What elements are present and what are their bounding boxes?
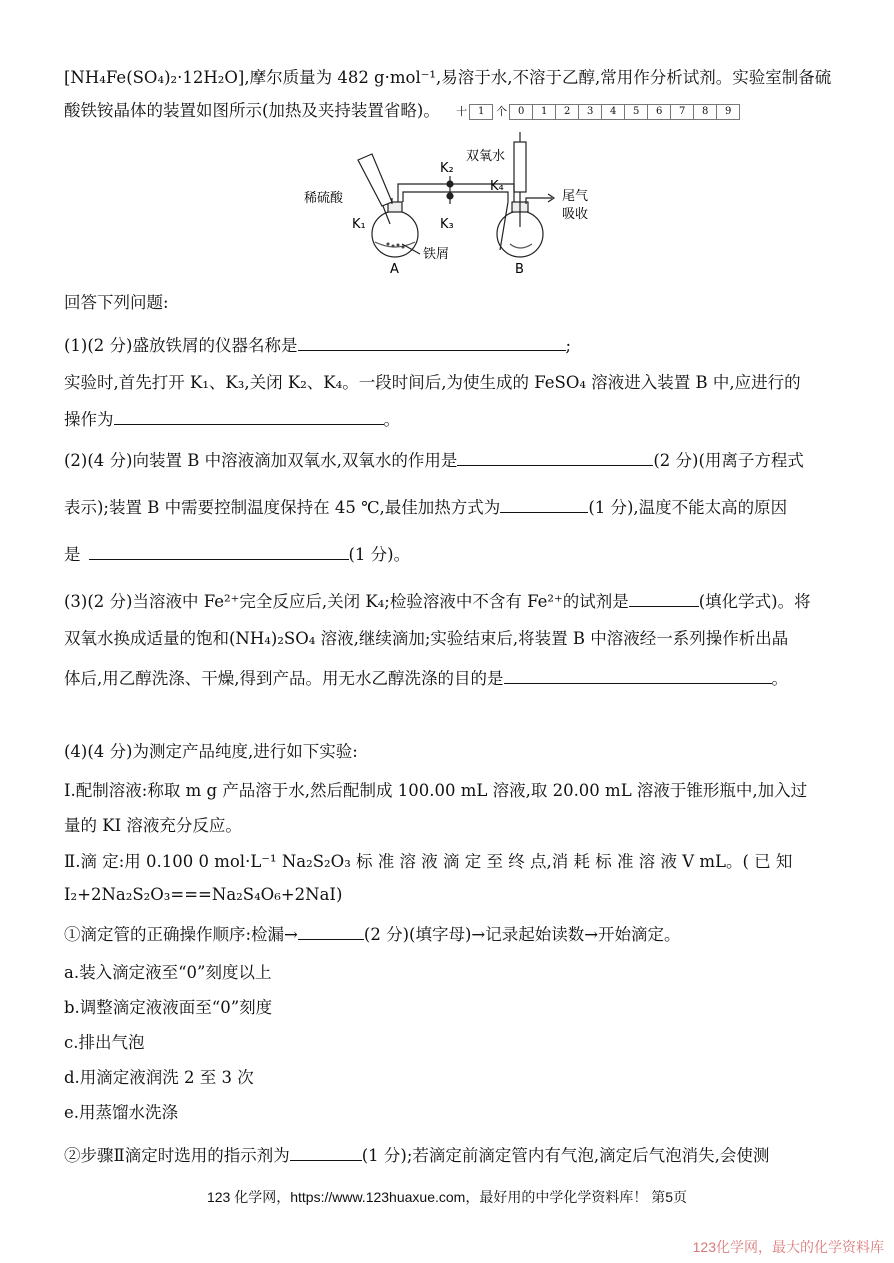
ruler-cell: 7	[670, 104, 694, 120]
q3-line-3	[64, 665, 832, 690]
label-a: A	[390, 262, 399, 277]
ruler-cell: 5	[624, 104, 648, 120]
intro-line-2	[64, 100, 832, 123]
q2-text-a: (2)(4 分)向装置 B 中溶液滴加双氧水,双氧水的作用是	[64, 451, 458, 470]
label-tail-gas-2: 吸收	[562, 207, 589, 222]
q1-op-text: 操作为	[64, 410, 114, 429]
q3-text-b: (填化学式)。将	[698, 592, 811, 611]
questions-intro: 回答下列问题:	[64, 293, 169, 312]
q4-c1-line	[64, 921, 832, 946]
intro-line-2-text: 酸铁铵晶体的装置如图所示(加热及夹持装置省略)。	[64, 101, 440, 120]
q4-step1-line-1: Ⅰ.配制溶液:称取 m g 产品溶于水,然后配制成 100.00 mL 溶液,取 20.00 mL 溶液于锥形瓶中,加入过	[64, 781, 808, 800]
q4-step2-line-2: I₂+2Na₂S₂O₃===Na₂S₄O₆+2NaI)	[64, 885, 343, 904]
answer-blank[interactable]	[89, 541, 349, 560]
q2-line-3	[64, 541, 832, 566]
ruler-cell: 1	[532, 104, 556, 120]
q4-step2-line-1: Ⅱ.滴 定:用 0.100 0 mol·L⁻¹ Na₂S₂O₃ 标 准 溶 液 滴 定 至 终 点,消 耗 标 准 溶 液 V mL。( 已 知	[64, 852, 793, 871]
q1-op-end: 。	[383, 410, 400, 429]
q2-text-e: 是	[64, 545, 81, 564]
page-footer: 123 化学网，https://www.123huaxue.com，最好用的中学化学资料库！ 第5页	[206, 1189, 688, 1205]
q2-text-c: 表示);装置 B 中需要控制温度保持在 45 ℃,最佳加热方式为	[64, 498, 501, 517]
ruler-unit: 个	[496, 104, 508, 118]
q2-text-d: (1 分),温度不能太高的原因	[588, 498, 788, 517]
ruler-cell: 1	[469, 104, 493, 120]
answer-blank[interactable]	[290, 1142, 362, 1161]
q4-c2-text-b: (1 分);若滴定前滴定管内有气泡,滴定后气泡消失,会使测	[361, 1146, 770, 1165]
q3-line-1	[64, 588, 832, 613]
q4-c2-line	[64, 1142, 832, 1167]
label-b: B	[515, 262, 524, 277]
q4-c1-text-a: ①滴定管的正确操作顺序:检漏→	[64, 925, 298, 944]
h2o2-funnel	[514, 142, 526, 192]
answer-blank[interactable]	[114, 406, 384, 425]
q2-line-1	[64, 447, 832, 472]
option-b: b.调整滴定液液面至“0”刻度	[64, 998, 273, 1017]
ruler-cell: 4	[601, 104, 625, 120]
q3-text-a: (3)(2 分)当溶液中 Fe²⁺完全反应后,关闭 K₄;检验溶液中不含有 Fe²⁺的试剂是	[64, 592, 629, 611]
option-e: e.用蒸馏水洗涤	[64, 1103, 179, 1122]
label-iron: 铁屑	[423, 247, 450, 262]
q1-end: ;	[565, 336, 572, 355]
answer-blank[interactable]	[298, 332, 566, 351]
q4-c2-text-a: ②步骤Ⅱ滴定时选用的指示剂为	[64, 1146, 290, 1165]
q3-line-2: 双氧水换成适量的饱和(NH₄)₂SO₄ 溶液,继续滴加;实验结束后,将装置 B 中溶液经一系列操作析出晶	[64, 629, 789, 648]
q1-line-1	[64, 332, 832, 357]
answer-blank[interactable]	[500, 494, 588, 513]
label-k4: K₄	[490, 179, 504, 194]
answer-blank[interactable]	[504, 665, 772, 684]
ruler-cell: 0	[509, 104, 533, 120]
label-k1: K₁	[352, 217, 366, 232]
ruler-cell: 6	[647, 104, 671, 120]
intro-line-1: [NH₄Fe(SO₄)₂·12H₂O],摩尔质量为 482 g·mol⁻¹,易溶于水,不溶于乙醇,常用作分析试剂。实验室制备硫	[64, 68, 832, 87]
ruler-cell: 8	[693, 104, 717, 120]
label-k3: K₃	[440, 217, 454, 232]
q1-line-3	[64, 406, 832, 431]
watermark: 123化学网，最大的化学资料库	[692, 1239, 884, 1255]
ruler-cell: 9	[716, 104, 740, 120]
ruler-cell: 2	[555, 104, 579, 120]
q3-text-d: 。	[771, 669, 788, 688]
q2-line-2	[64, 494, 832, 519]
answer-blank[interactable]	[629, 588, 699, 607]
q1-line-2: 实验时,首先打开 K₁、K₃,关闭 K₂、K₄。一段时间后,为使生成的 FeSO₄ 溶液进入装置 B 中,应进行的	[64, 373, 801, 392]
flask-a	[372, 211, 418, 257]
q4-step1-line-2: 量的 KI 溶液充分反应。	[64, 816, 242, 835]
ruler-cell: 3	[578, 104, 602, 120]
label-k2: K₂	[440, 161, 454, 176]
q4-intro: (4)(4 分)为测定产品纯度,进行如下实验:	[64, 742, 358, 761]
answer-blank[interactable]	[298, 921, 364, 940]
label-h2o2: 双氧水	[466, 149, 506, 164]
label-tail-gas-1: 尾气	[562, 189, 589, 204]
stopper-a	[388, 202, 402, 212]
option-d: d.用滴定液润洗 2 至 3 次	[64, 1068, 254, 1087]
digit-ruler	[453, 101, 740, 123]
q2-text-b: (2 分)(用离子方程式	[653, 451, 804, 470]
apparatus-diagram	[300, 132, 610, 284]
q2-text-f: (1 分)。	[348, 545, 411, 564]
label-dilute-acid: 稀硫酸	[304, 191, 344, 206]
option-c: c.排出气泡	[64, 1033, 145, 1052]
ruler-start: 十	[456, 104, 468, 118]
answer-blank[interactable]	[457, 447, 653, 466]
q4-c1-text-b: (2 分)(填字母)→记录起始读数→开始滴定。	[363, 925, 681, 944]
acid-funnel	[358, 154, 392, 206]
q3-text-c: 体后,用乙醇洗涤、干燥,得到产品。用无水乙醇洗涤的目的是	[64, 669, 504, 688]
q1-text: (1)(2 分)盛放铁屑的仪器名称是	[64, 336, 298, 355]
option-a: a.装入滴定液至“0”刻度以上	[64, 963, 272, 982]
